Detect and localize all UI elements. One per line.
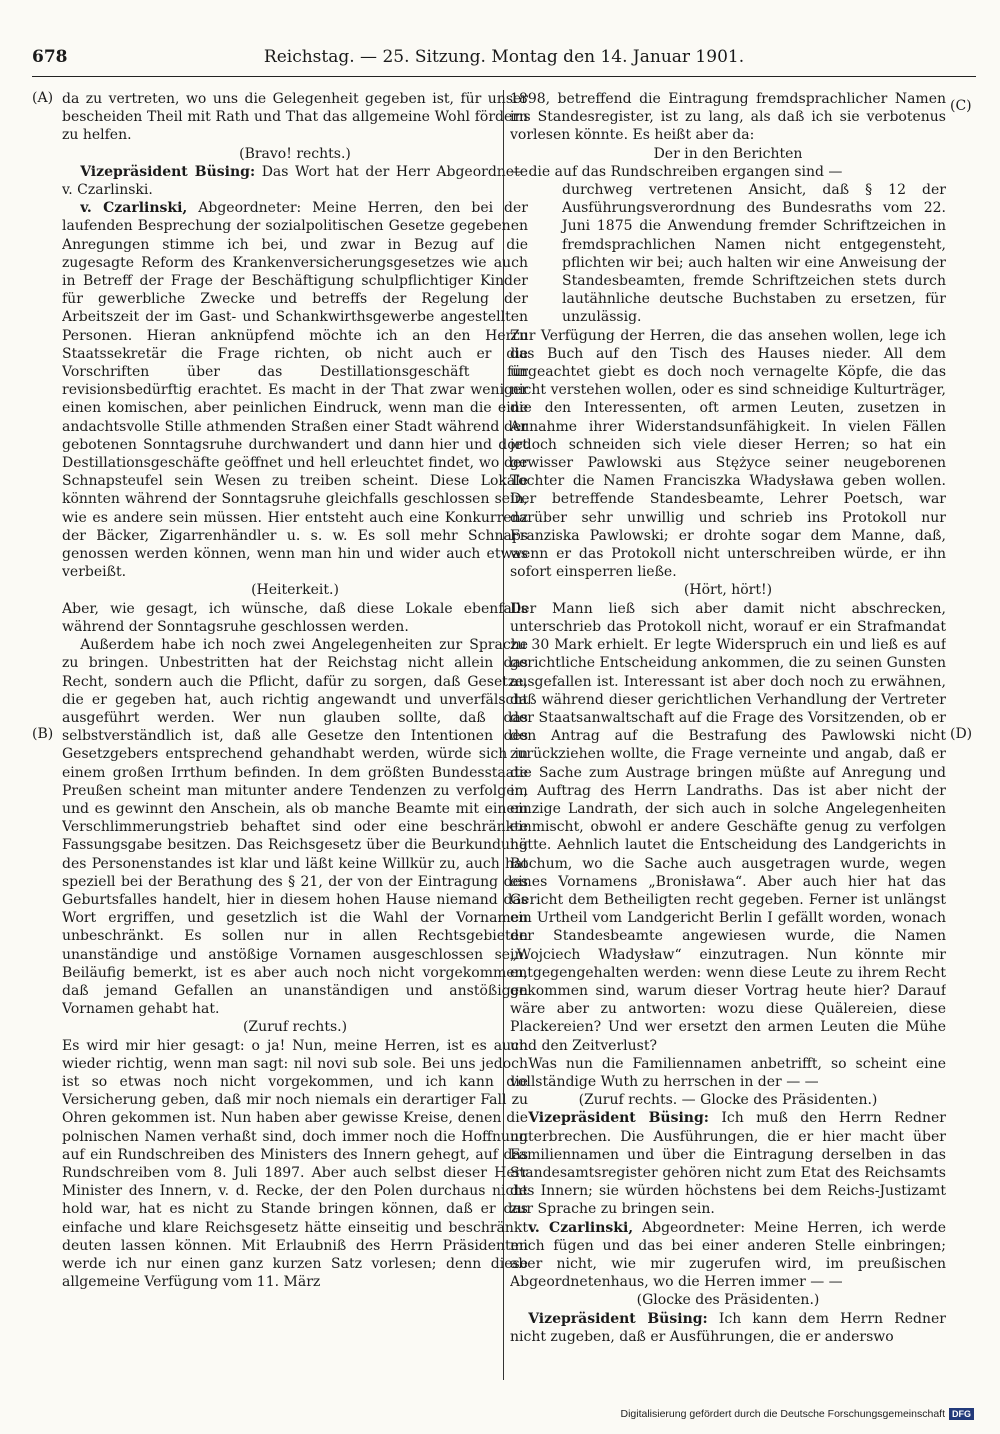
margin-marker-c: (C) (950, 98, 972, 114)
paragraph: Der Mann ließ sich aber damit nicht abschrecken, unterschrieb das Protokoll nicht, worauf er ein Strafmandat zu 30 Mark erhielt. Er legte Widerspruch ein und ließ es auf gerichtliche Entscheidung ankommen, die zu seinen Gunsten ausgefallen ist. Interessant ist aber doch noch zu erwähnen, daß während dieser gerichtlichen Verhandlung der Vertreter der Staatsanwaltschaft auf die Frage des Vorsitzenden, ob er den Antrag auf die Bestrafung des Pawlowski nicht zurückziehen wollte, die Frage verneinte und angab, daß er die Sache zum Austrage bringen müßte auf Anregung und im Auftrag des Herrn Landraths. Das ist aber nicht der einzige Landrath, der sich auch in solche Angelegenheiten einmischt, obwohl er andere Geschäfte genug zu verfolgen hätte. Aehnlich lautet die Entscheidung des Landgerichts in Bochum, wo die Sache auch ausgetragen wurde, wegen eines Vornamens „Bronisława“. Aber auch hier hat das Gericht dem Betheiligten recht gegeben. Ferner ist unlängst ein Urtheil vom Landgericht Berlin I gefällt worden, wonach der Standesbeamte angewiesen wurde, die Namen „Wojciech Władysław“ einzutragen. Nun könnte mir entgegengehalten werden: wenn diese Leute zu ihrem Recht gekommen sind, warum dieser Vortrag heute hier? Darauf wäre aber zu antworten: wozu diese Quälereien, diese Plackereien? Und wer ersetzt den armen Leuten die Mühe und den Zeitverlust? (510, 600, 946, 1054)
quote-line: Der in den Berichten (653, 145, 803, 162)
interjection: (Hört, hört!) (683, 582, 773, 599)
quote-line: — die auf das Rundschreiben ergangen sind — (510, 163, 843, 180)
right-column (510, 90, 946, 1374)
speech-text: Ich kann dem Herrn Redner nicht zugeben, daß er Ausführungen, die er anderswo (510, 1310, 946, 1345)
digitization-footer (620, 1408, 974, 1420)
paragraph: Es wird mir hier gesagt: o ja! Nun, meine Herren, ist es auch wieder richtig, wenn man sagt: nil novi sub sole. Bei uns jedoch ist so etwas noch nicht vorgekommen, und ich kann die Versicherung geben, daß mir noch niemals ein derartiger Fall zu Ohren gekommen ist. Nun haben aber gewisse Kreise, denen die polnischen Namen verhaßt sind, doch immer noch die Hoffnung auf ein Rundschreiben des Ministers des Innern gehegt, auf das Rundschreiben vom 8. Juli 1897. Aber auch selbst dieser Herr Minister des Innern, v. d. Recke, der den Polen durchaus nicht hold war, hat es nicht zu Stande bringen können, daß er das einfache und klare Reichsgesetz hätte einseitig und beschränkt deuten lassen können. Mit Erlaubniß des Herrn Präsidenten werde ich nur einen ganz kurzen Satz vorlesen; denn diese allgemeine Verfügung vom 11. März (62, 1037, 528, 1291)
speech-paragraph (62, 163, 528, 199)
speech-paragraph (510, 1219, 946, 1292)
quote-block: durchweg vertretenen Ansicht, daß § 12 der Ausführungsverordnung des Bundesraths vom 22. Juni 1875 die Anwendung fremder Schriftzeichen in fremdsprachlichen Namen nicht entgegensteht, pflichten wir bei; auch halten wir eine Anweisung der Standesbeamten, fremde Schriftzeichen stets durch lautähnliche deutsche Buchstaben zu ersetzen, für unzulässig. (562, 182, 946, 326)
speaker-name: Vizepräsident Büsing: (528, 1310, 708, 1327)
dfg-logo: DFG (949, 1408, 974, 1420)
speech-text: Abgeordneter: Meine Herren, ich werde mich fügen und das bei einer anderen Stelle einbringen; aber nicht, wie mir zugerufen wird, im preußischen Abgeordnetenhaus, wo die Herren immer — — (510, 1219, 946, 1291)
paragraph: da zu vertreten, wo uns die Gelegenheit gegeben ist, für unser bescheiden Theil mit Rath und That das allgemeine Wohl fördern zu helfen. (62, 91, 528, 144)
paragraph: Zur Verfügung der Herren, die das ansehen wollen, lege ich das Buch auf den Tisch des Hauses nieder. All dem ungeachtet giebt es doch noch vernagelte Köpfe, die das nicht verstehen wollen, oder es sind schneidige Kulturträger, die den Interessenten, oft armen Leuten, zusetzen in Annahme ihrer Widerstandsunfähigkeit. In vielen Fällen jedoch schneiden sich viele dieser Herren; so hat ein gewisser Pawlowski aus Stężyce seiner neugeborenen Tochter die Namen Franciszka Władysława geben wollen. Der betreffende Standesbeamte, Lehrer Poetsch, war darüber sehr unwillig und schrieb ins Protokoll nur Franziska Pawlowski; er drohte sogar dem Manne, daß, wenn er das Protokoll nicht unterschreiben würde, er ihn sofort einsperren ließe. (510, 327, 946, 581)
page-header (32, 44, 976, 77)
speaker-name: Vizepräsident Büsing: (528, 1110, 709, 1127)
speech-text: Ich muß den Herrn Redner unterbrechen. Die Ausführungen, die er hier macht über Familiennamen und über die Eintragung derselben in das Standesamtsregister gehören nicht zum Etat des Reichsamts des Innern; sie würden höchstens bei dem Reichs-Justizamt zur Sprache zu bringen sein. (510, 1110, 946, 1218)
interjection: (Heiterkeit.) (251, 582, 339, 599)
speech-paragraph (510, 1109, 946, 1218)
paragraph: Was nun die Familiennamen anbetrifft, so scheint eine vollständige Wuth zu herrschen in der — — (510, 1055, 946, 1090)
interjection: (Zuruf rechts.) (242, 1019, 348, 1036)
speaker-name: Vizepräsident Büsing: (80, 163, 256, 180)
speech-paragraph (510, 1310, 946, 1346)
speaker-name: v. Czarlinski, (528, 1219, 634, 1236)
speech-text: Abgeordneter: Meine Herren, den bei der laufenden Besprechung der sozialpolitischen Gesetze gegebenen Anregungen stimme ich bei, und zwar in Bezug auf die zugesagte Reform des Krankenversicherungsgesetzes wie auch in Betreff der Frage der Beschäftigung schulpflichtiger Kinder für gewerbliche Zwecke und betreffs der Regelung der Arbeitszeit der im Gast- und Schankwirthsgewerbe angestellten Personen. Hieran anknüpfend möchte ich an den Herrn Staatssekretär die Frage richten, ob nicht auch er die Vorschriften über das Destillationsgeschäft für revisionsbedürftig erachtet. Es macht in der That zwar weniger einen komischen, aber peinlichen Eindruck, wenn man die eine andachtsvolle Stille athmenden Straßen einer Stadt während der gebotenen Sonntagsruhe durchwandert und dann hier und dort Destillationsgeschäfte geöffnet und hell erleuchtet findet, wo der Schnapsteufel sein Wesen zu treiben scheint. Diese Lokale könnten während der Sonntagsruhe gleichfalls geschlossen sein, wie es andere sein müssen. Hier entsteht auch eine Konkurrenz der Bäcker, Zigarrenhändler u. s. w. Es soll mehr Schnaps genossen werden können, wenn man hin und wider auch etwas verbeißt. (62, 200, 528, 581)
paragraph: Außerdem habe ich noch zwei Angelegenheiten zur Sprache zu bringen. Unbestritten hat der Reichstag nicht allein das Recht, sondern auch die Pflicht, dafür zu sorgen, daß Gesetze, die er gegeben hat, auch richtig angewandt und unverfälscht ausgeführt werden. Wer nun glauben sollte, daß das selbstverständlich ist, daß alle Gesetze den Intentionen des Gesetzgebers entsprechend gehandhabt werden, würde sich in einem großen Irrthum befinden. In dem größten Bundesstaate Preußen scheint man mitunter andere Tendenzen zu verfolgen, und es gewinnt den Anschein, als ob manche Beamte mit einem Verschlimmerungstrieb behaftet sind oder eine beschränkte Fassungsgabe besitzen. Das Reichsgesetz über die Beurkundung des Personenstandes ist klar und läßt keine Willkür zu, auch hat speziell bei der Berathung des § 21, der von der Eintragung des Geburtsfalles handelt, hier in diesem hohen Hause niemand das Wort ergriffen, und gesetzlich ist die Wahl der Vornamen unbeschränkt. Es sollen nur in allen Rechtsgebieten unanständige und anstößige Vornamen ausgeschlossen sein. Beiläufig bemerkt, ist es aber auch noch nicht vorgekommen, daß jemand Gefallen an unanständigen und anstößigen Vornamen gehabt hat. (62, 637, 528, 1018)
interjection: (Bravo! rechts.) (239, 145, 351, 162)
interjection: (Glocke des Präsidenten.) (636, 1292, 820, 1309)
page-number: 678 (32, 47, 68, 67)
paragraph: Aber, wie gesagt, ich wünsche, daß diese Lokale ebenfalls während der Sonntagsruhe geschlossen werden. (62, 600, 528, 635)
margin-marker-a: (A) (32, 90, 54, 106)
margin-marker-b: (B) (32, 726, 54, 742)
footer-credit: Digitalisierung gefördert durch die Deutsche Forschungsgemeinschaft (620, 1408, 945, 1420)
paragraph: 1898, betreffend die Eintragung fremdsprachlicher Namen ins Standesregister, ist zu lang, als daß ich sie verbotenus vorlesen könnte. Es heißt aber da: (510, 91, 946, 144)
margin-marker-d: (D) (950, 726, 973, 742)
speech-text: Das Wort hat der Herr Abgeordnete v. Czarlinski. (62, 163, 528, 199)
speech-paragraph (62, 199, 528, 581)
running-title: Reichstag. — 25. Sitzung. Montag den 14. Januar 1901. (263, 47, 745, 67)
interjection: (Zuruf rechts. — Glocke des Präsidenten.) (578, 1092, 878, 1109)
left-column (62, 90, 528, 1374)
speaker-name: v. Czarlinski, (80, 200, 188, 217)
